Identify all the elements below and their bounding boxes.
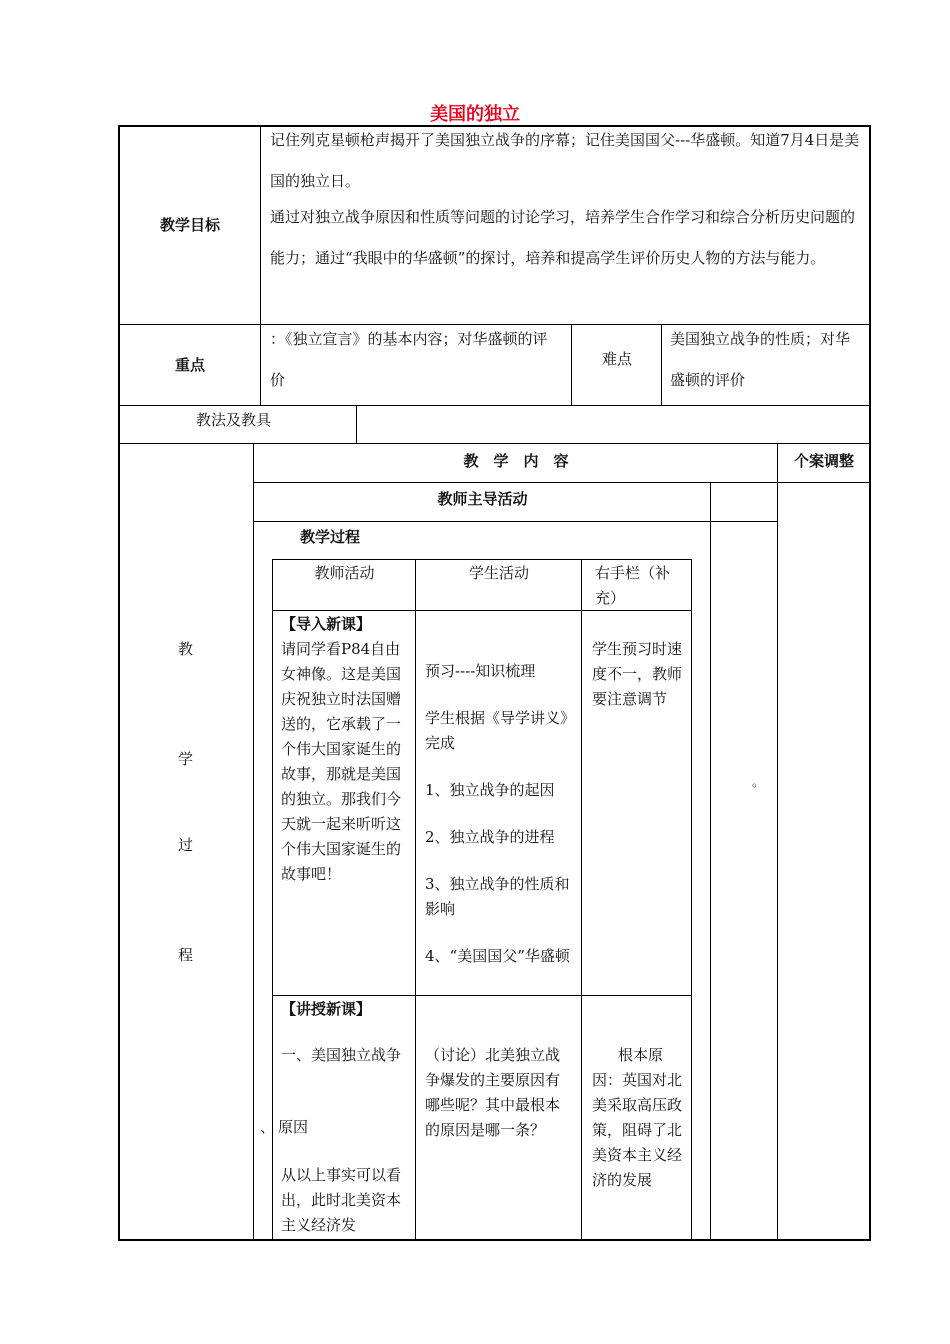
intro-heading: 【导入新课】 [281, 615, 372, 633]
goals-text-2: 通过对独立战争原因和性质等问题的讨论学习，培养学生合作学习和综合分析历史问题的能力；通过“我眼中的华盛顿”的探讨，培养和提高学生评价历史人物的方法与能力。 [270, 208, 856, 267]
row-divider-content-header [253, 482, 870, 483]
lecture-heading: 【讲授新课】 [281, 1000, 372, 1018]
col-divider-process-left [253, 443, 254, 1239]
lecture-cause: 原因 [278, 1118, 309, 1136]
side-label-char-1: 教 [178, 640, 194, 658]
col-divider-process-right [777, 443, 778, 1239]
lecture-teacher-text: 从以上事实可以看出，此时北美资本主义经济发 [281, 1166, 402, 1234]
inner-top-border [272, 559, 692, 560]
row-divider-teacher-lead [253, 521, 777, 522]
side-label-char-3: 过 [178, 836, 194, 854]
col-header-teacher: 教师活动 [314, 564, 375, 582]
outer-right-border [869, 125, 871, 1241]
side-label-char-4: 程 [178, 946, 194, 964]
focus-text: ：《独立宣言》的基本内容；对华盛顿的评价 [270, 330, 548, 389]
intro-note: 学生预习时速度不一，教师要注意调节 [592, 640, 683, 708]
side-label-char-2: 学 [178, 750, 194, 768]
difficulty-text: 美国独立战争的性质；对华盛顿的评价 [670, 330, 851, 389]
col-divider-goals [260, 125, 261, 405]
col-divider-focus-1 [571, 324, 572, 405]
lecture-student-text: （讨论）北美独立战争爆发的主要原因有哪些呢？其中最根本的原因是哪一条？ [425, 1046, 561, 1139]
outer-left-border [118, 125, 120, 1241]
col-divider-teacher-lead [710, 482, 711, 1239]
inner-col-3 [581, 559, 582, 1239]
row-divider-methods [118, 443, 870, 444]
lecture-mark: 、 [260, 1118, 276, 1136]
lecture-note: 根本原因：英国对北美采取高压政策，阻碍了北美资本主义经济的发展 [592, 1046, 683, 1189]
focus-label: 重点 [174, 356, 205, 374]
goals-label: 教学目标 [159, 216, 220, 234]
methods-label: 教法及教具 [196, 411, 272, 429]
intro-student-1: 预习----知识梳理 [425, 662, 536, 680]
intro-student-3: 1、独立战争的起因 [425, 781, 555, 799]
intro-student-4: 2、独立战争的进程 [425, 828, 555, 846]
col-header-student: 学生活动 [468, 564, 529, 582]
row-divider-focus [118, 405, 870, 406]
intro-student-5: 3、独立战争的性质和影响 [425, 875, 570, 918]
process-title: 教学过程 [300, 528, 361, 546]
difficulty-label: 难点 [601, 350, 632, 368]
page-title: 美国的独立 [430, 104, 520, 125]
lecture-section: 一、美国独立战争 [281, 1046, 402, 1064]
inner-col-2 [415, 559, 416, 1239]
intro-teacher-text: 请同学看P84自由女神像。这是美国庆祝独立时法国赠送的，它承载了一个伟大国家诞生的故事，那就是美国的独立。那我们今天就一起来听听这个伟大国家诞生的故事吧！ [281, 640, 402, 883]
col-header-note: 右手栏（补充） [595, 564, 671, 607]
col-divider-methods [356, 405, 357, 443]
goals-text-1: 记住列克星顿枪声揭开了美国独立战争的序幕；记住美国国父---华盛顿。知道7月4日是美国的独立日。 [270, 131, 860, 190]
intro-student-2: 学生根据《导学讲义》完成 [425, 709, 568, 752]
content-header: 教 学 内 容 [463, 452, 569, 470]
inner-row-divider-intro [272, 995, 692, 996]
intro-student-6: 4、“美国国父”华盛顿 [425, 947, 570, 965]
col-divider-focus-2 [661, 324, 662, 405]
mid-dot: 。 [752, 775, 765, 789]
teacher-lead-header: 教师主导活动 [437, 490, 528, 508]
adjust-header: 个案调整 [793, 452, 854, 470]
inner-bottom-border [272, 1239, 692, 1240]
inner-col-4 [691, 559, 692, 1239]
